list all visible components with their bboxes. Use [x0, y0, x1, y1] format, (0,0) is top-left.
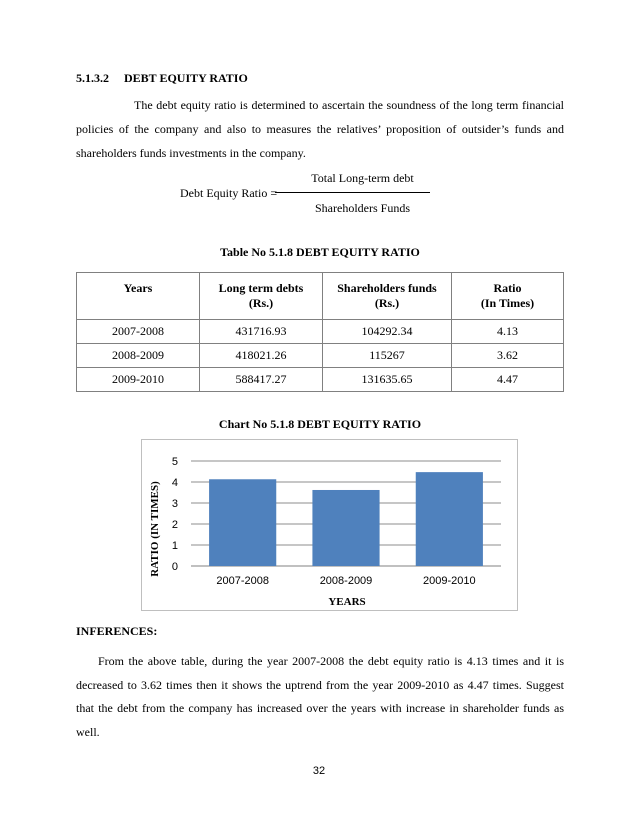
chart-x-axis-label: YEARS [328, 596, 366, 608]
header-long-term-debts-label: Long term debts [218, 281, 304, 295]
table-cell: 4.47 [452, 368, 564, 392]
chart-y-tick-label: 2 [171, 519, 178, 531]
chart-y-tick-label: 4 [171, 477, 178, 489]
chart-y-tick-label: 5 [171, 456, 178, 468]
inference-paragraph [76, 650, 564, 744]
header-ratio-label: Ratio [493, 281, 522, 295]
table-cell: 115267 [323, 344, 452, 368]
chart-bar [416, 472, 483, 566]
header-shareholders-funds-unit: (Rs.) [374, 296, 400, 310]
debt-equity-chart [141, 439, 518, 611]
table-row [77, 344, 564, 368]
chart-bar [312, 490, 379, 566]
chart-y-tick-label: 1 [171, 540, 178, 552]
chart-x-tick-label: 2009-2010 [423, 575, 476, 587]
intro-paragraph [76, 93, 564, 165]
table-cell: 131635.65 [323, 368, 452, 392]
formula-label: Debt Equity Ratio = [180, 186, 278, 200]
table-cell: 104292.34 [323, 320, 452, 344]
table-cell: 2008-2009 [77, 344, 200, 368]
inferences-heading: INFERENCES: [76, 624, 158, 638]
header-years [77, 273, 200, 320]
chart-caption: Chart No 5.1.8 DEBT EQUITY RATIO [218, 417, 422, 431]
table-cell: 2007-2008 [77, 320, 200, 344]
table-cell: 431716.93 [200, 320, 323, 344]
header-long-term-debts [200, 273, 323, 320]
chart-y-tick-label: 3 [171, 498, 178, 510]
chart-x-ticks [216, 575, 475, 587]
header-long-term-debts-unit: (Rs.) [248, 296, 274, 310]
formula-denominator: Shareholders Funds [315, 201, 410, 215]
section-number: 5.1.3.2 [76, 71, 109, 85]
formula-numerator: Total Long-term debt [311, 171, 414, 185]
table-row [77, 320, 564, 344]
table-cell: 2009-2010 [77, 368, 200, 392]
chart-y-axis-label: RATIO (IN TIMES) [149, 481, 161, 577]
table-cell: 588417.27 [200, 368, 323, 392]
table-cell: 3.62 [452, 344, 564, 368]
table-caption: Table No 5.1.8 DEBT EQUITY RATIO [220, 245, 420, 259]
header-years-label: Years [123, 281, 153, 295]
page-number: 32 [312, 765, 326, 777]
chart-y-tick-label: 0 [171, 561, 178, 573]
table-cell: 418021.26 [200, 344, 323, 368]
header-ratio [452, 273, 564, 320]
table-row [77, 368, 564, 392]
table-header-row [77, 273, 564, 320]
fraction-line [275, 192, 430, 193]
table-cell: 4.13 [452, 320, 564, 344]
chart-bars [209, 472, 483, 566]
intro-text: The debt equity ratio is determined to ascertain the soundness of the long term financial policies of the company and also to measures the relatives’ proposition of outsider’s funds and shareholders funds investments in the company. [76, 98, 564, 160]
chart-bar [209, 479, 276, 566]
header-ratio-unit: (In Times) [480, 296, 535, 310]
chart-x-tick-label: 2007-2008 [216, 575, 269, 587]
inference-text: From the above table, during the year 2007-2008 the debt equity ratio is 4.13 times and it is decreased to 3.62 times then it shows the uptrend from the year 2009-2010 as 4.47 times. Suggest that the debt from the company has increased over the years with increase in shareholder funds as well. [76, 654, 564, 739]
header-shareholders-funds [323, 273, 452, 320]
chart-x-tick-label: 2008-2009 [319, 575, 373, 587]
chart-y-ticks [172, 456, 178, 573]
section-title: DEBT EQUITY RATIO [124, 71, 248, 85]
section-heading [76, 71, 248, 86]
header-shareholders-funds-label: Shareholders funds [337, 281, 437, 295]
debt-equity-table [76, 272, 564, 392]
